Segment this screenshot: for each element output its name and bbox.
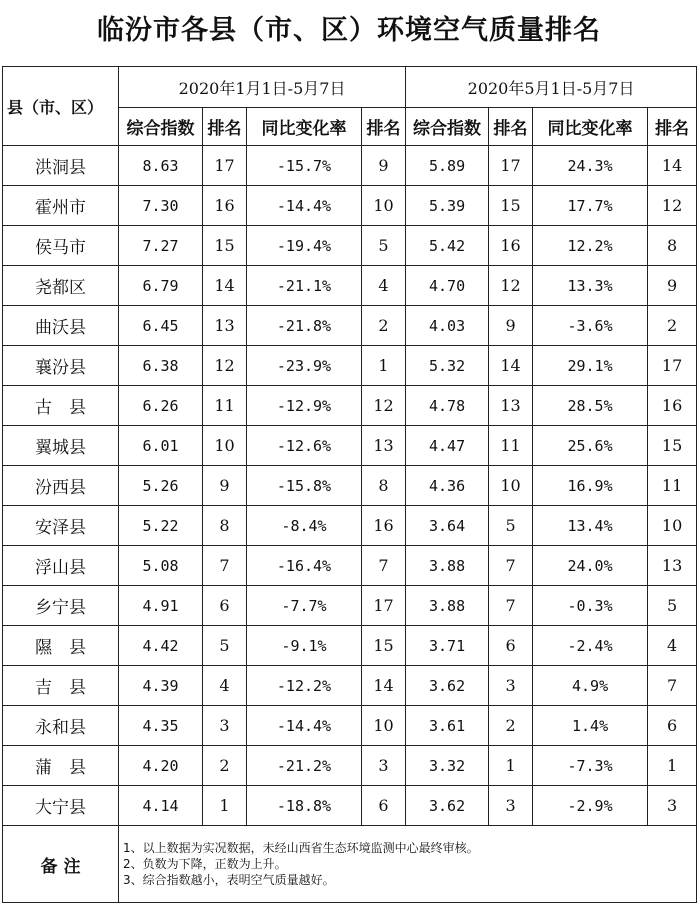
p2-index-cell: 3.64	[406, 506, 489, 546]
p2-index-cell: 5.42	[406, 226, 489, 266]
p2-change-rank-cell: 6	[648, 706, 697, 746]
table-row	[3, 626, 697, 666]
p1-index-cell: 4.20	[119, 746, 203, 786]
p1-index-cell: 4.35	[119, 706, 203, 746]
table-row	[3, 186, 697, 226]
p2-index-cell: 4.47	[406, 426, 489, 466]
p1-rank-cell: 12	[203, 346, 247, 386]
table-row	[3, 346, 697, 386]
p2-index-cell: 3.88	[406, 586, 489, 626]
county-cell: 吉 县	[3, 666, 119, 706]
p2-index-cell: 3.61	[406, 706, 489, 746]
county-cell: 安泽县	[3, 506, 119, 546]
p2-change-cell: 13.3%	[533, 266, 648, 306]
p1-change-rank-cell: 9	[362, 146, 406, 186]
p1-change-cell: -19.4%	[247, 226, 362, 266]
table-row	[3, 706, 697, 746]
county-cell: 古 县	[3, 386, 119, 426]
table-row	[3, 426, 697, 466]
p2-change-cell: 28.5%	[533, 386, 648, 426]
period2-header: 2020年5月1日-5月7日	[406, 67, 697, 108]
county-cell: 永和县	[3, 706, 119, 746]
p1-rank-cell: 9	[203, 466, 247, 506]
county-cell: 浮山县	[3, 546, 119, 586]
p1-rank-cell: 16	[203, 186, 247, 226]
p1-index-cell: 6.79	[119, 266, 203, 306]
p1-change-rank-cell: 8	[362, 466, 406, 506]
p1-change-cell: -21.1%	[247, 266, 362, 306]
p1-change-rank-cell: 17	[362, 586, 406, 626]
p2-change-cell: 24.3%	[533, 146, 648, 186]
p1-change-rank-cell: 15	[362, 626, 406, 666]
p1-rank-header: 排名	[203, 108, 247, 146]
p2-change-rank-cell: 9	[648, 266, 697, 306]
p1-change-cell: -23.9%	[247, 346, 362, 386]
p1-rank-cell: 14	[203, 266, 247, 306]
p1-rank-cell: 6	[203, 586, 247, 626]
table-row	[3, 546, 697, 586]
county-cell: 曲沃县	[3, 306, 119, 346]
p1-rank-cell: 2	[203, 746, 247, 786]
p1-change-cell: -12.2%	[247, 666, 362, 706]
p1-index-cell: 4.91	[119, 586, 203, 626]
p2-change-rank-cell: 13	[648, 546, 697, 586]
p2-rank-cell: 10	[489, 466, 533, 506]
p1-index-cell: 5.26	[119, 466, 203, 506]
p1-change-rank-cell: 14	[362, 666, 406, 706]
p1-index-cell: 4.42	[119, 626, 203, 666]
p1-change-cell: -15.8%	[247, 466, 362, 506]
p1-rank-cell: 17	[203, 146, 247, 186]
note-line-2: 2、负数为下降，正数为上升。	[123, 857, 287, 871]
p1-change-rank-cell: 12	[362, 386, 406, 426]
p2-change-cell: 25.6%	[533, 426, 648, 466]
p1-change-cell: -18.8%	[247, 786, 362, 826]
p2-index-cell: 4.78	[406, 386, 489, 426]
note-line-3: 3、综合指数越小，表明空气质量越好。	[123, 873, 335, 887]
p2-rank-cell: 9	[489, 306, 533, 346]
p1-rank-cell: 3	[203, 706, 247, 746]
p2-change-cell: 1.4%	[533, 706, 648, 746]
p1-rank-cell: 11	[203, 386, 247, 426]
p1-change-cell: -12.6%	[247, 426, 362, 466]
p1-index-header: 综合指数	[119, 108, 203, 146]
p2-change-cell: 24.0%	[533, 546, 648, 586]
p1-change-cell: -14.4%	[247, 186, 362, 226]
p2-change-rank-cell: 8	[648, 226, 697, 266]
county-cell: 襄汾县	[3, 346, 119, 386]
p2-change-rank-cell: 12	[648, 186, 697, 226]
p2-rank-cell: 6	[489, 626, 533, 666]
table-row	[3, 146, 697, 186]
p1-change-rank-cell: 6	[362, 786, 406, 826]
page-title: 临汾市各县（市、区）环境空气质量排名	[97, 15, 601, 46]
p1-index-cell: 7.30	[119, 186, 203, 226]
p2-rank-cell: 16	[489, 226, 533, 266]
county-cell: 隰 县	[3, 626, 119, 666]
notes-row	[3, 826, 697, 903]
table-row	[3, 226, 697, 266]
table-row	[3, 386, 697, 426]
p2-rank-cell: 3	[489, 666, 533, 706]
p2-rank-cell: 11	[489, 426, 533, 466]
p1-index-cell: 6.38	[119, 346, 203, 386]
p2-change-rank-cell: 11	[648, 466, 697, 506]
p2-change-header: 同比变化率	[533, 108, 648, 146]
county-cell: 侯马市	[3, 226, 119, 266]
notes-body	[119, 826, 697, 903]
p2-index-cell: 3.62	[406, 786, 489, 826]
p2-change-cell: 12.2%	[533, 226, 648, 266]
p2-change-rank-cell: 16	[648, 386, 697, 426]
p2-change-rank-cell: 1	[648, 746, 697, 786]
p1-change-rank-cell: 5	[362, 226, 406, 266]
p2-change-cell: -0.3%	[533, 586, 648, 626]
p2-change-cell: 4.9%	[533, 666, 648, 706]
p1-change-rank-cell: 10	[362, 186, 406, 226]
county-cell: 洪洞县	[3, 146, 119, 186]
p1-index-cell: 4.14	[119, 786, 203, 826]
p1-change-cell: -14.4%	[247, 706, 362, 746]
p2-change-rank-cell: 15	[648, 426, 697, 466]
p2-change-rank-cell: 3	[648, 786, 697, 826]
p2-change-rank-cell: 10	[648, 506, 697, 546]
p2-index-cell: 3.62	[406, 666, 489, 706]
p1-change-rank-cell: 3	[362, 746, 406, 786]
p1-index-cell: 6.26	[119, 386, 203, 426]
p2-index-cell: 5.32	[406, 346, 489, 386]
p1-index-cell: 5.22	[119, 506, 203, 546]
p1-change-cell: -21.8%	[247, 306, 362, 346]
p2-index-cell: 3.88	[406, 546, 489, 586]
table-row	[3, 306, 697, 346]
p2-change-rank-cell: 17	[648, 346, 697, 386]
p1-change-rank-header: 排名	[362, 108, 406, 146]
p1-rank-cell: 1	[203, 786, 247, 826]
p2-change-rank-cell: 2	[648, 306, 697, 346]
p2-rank-header: 排名	[489, 108, 533, 146]
p2-change-rank-cell: 4	[648, 626, 697, 666]
p1-change-header: 同比变化率	[247, 108, 362, 146]
p1-change-cell: -8.4%	[247, 506, 362, 546]
p2-change-rank-cell: 5	[648, 586, 697, 626]
county-cell: 汾西县	[3, 466, 119, 506]
p1-change-rank-cell: 16	[362, 506, 406, 546]
p2-change-cell: -7.3%	[533, 746, 648, 786]
p2-rank-cell: 15	[489, 186, 533, 226]
table-row	[3, 266, 697, 306]
p1-rank-cell: 13	[203, 306, 247, 346]
table-row	[3, 506, 697, 546]
p2-change-cell: -2.9%	[533, 786, 648, 826]
p1-change-cell: -12.9%	[247, 386, 362, 426]
p2-rank-cell: 12	[489, 266, 533, 306]
p2-change-cell: -2.4%	[533, 626, 648, 666]
p2-index-cell: 3.32	[406, 746, 489, 786]
p2-change-cell: 29.1%	[533, 346, 648, 386]
p1-rank-cell: 15	[203, 226, 247, 266]
p1-change-cell: -9.1%	[247, 626, 362, 666]
county-cell: 蒲 县	[3, 746, 119, 786]
p2-index-cell: 3.71	[406, 626, 489, 666]
p1-index-cell: 8.63	[119, 146, 203, 186]
p1-change-cell: -15.7%	[247, 146, 362, 186]
p2-rank-cell: 7	[489, 586, 533, 626]
p1-rank-cell: 10	[203, 426, 247, 466]
p1-change-rank-cell: 10	[362, 706, 406, 746]
p1-change-cell: -7.7%	[247, 586, 362, 626]
table-row	[3, 746, 697, 786]
county-cell: 翼城县	[3, 426, 119, 466]
county-column-header: 县（市、区）	[3, 67, 119, 146]
p2-change-cell: 17.7%	[533, 186, 648, 226]
p2-rank-cell: 2	[489, 706, 533, 746]
p2-rank-cell: 3	[489, 786, 533, 826]
p1-rank-cell: 4	[203, 666, 247, 706]
p2-change-cell: 16.9%	[533, 466, 648, 506]
p2-rank-cell: 17	[489, 146, 533, 186]
note-line-1: 1、以上数据为实况数据，未经山西省生态环境监测中心最终审核。	[123, 841, 479, 855]
p2-change-cell: -3.6%	[533, 306, 648, 346]
p2-rank-cell: 14	[489, 346, 533, 386]
table-row	[3, 786, 697, 826]
p2-change-cell: 13.4%	[533, 506, 648, 546]
p2-rank-cell: 13	[489, 386, 533, 426]
p1-change-rank-cell: 13	[362, 426, 406, 466]
p1-change-cell: -16.4%	[247, 546, 362, 586]
p2-rank-cell: 5	[489, 506, 533, 546]
p1-index-cell: 5.08	[119, 546, 203, 586]
p2-index-cell: 4.36	[406, 466, 489, 506]
p1-change-rank-cell: 2	[362, 306, 406, 346]
notes-label: 备 注	[3, 826, 119, 903]
county-cell: 尧都区	[3, 266, 119, 306]
p1-change-rank-cell: 1	[362, 346, 406, 386]
p2-change-rank-cell: 14	[648, 146, 697, 186]
table-row	[3, 666, 697, 706]
p2-change-rank-header: 排名	[648, 108, 697, 146]
p1-index-cell: 6.01	[119, 426, 203, 466]
p2-index-cell: 4.70	[406, 266, 489, 306]
period1-header: 2020年1月1日-5月7日	[119, 67, 406, 108]
p1-change-cell: -21.2%	[247, 746, 362, 786]
p1-index-cell: 4.39	[119, 666, 203, 706]
p1-rank-cell: 5	[203, 626, 247, 666]
county-cell: 霍州市	[3, 186, 119, 226]
p2-index-cell: 5.39	[406, 186, 489, 226]
county-cell: 大宁县	[3, 786, 119, 826]
p1-change-rank-cell: 4	[362, 266, 406, 306]
p2-rank-cell: 7	[489, 546, 533, 586]
county-cell: 乡宁县	[3, 586, 119, 626]
table-row	[3, 466, 697, 506]
p2-change-rank-cell: 7	[648, 666, 697, 706]
p1-index-cell: 7.27	[119, 226, 203, 266]
ranking-table	[2, 66, 697, 903]
header-row-periods	[3, 67, 697, 108]
p2-index-header: 综合指数	[406, 108, 489, 146]
p2-index-cell: 4.03	[406, 306, 489, 346]
p1-change-rank-cell: 7	[362, 546, 406, 586]
table-row	[3, 586, 697, 626]
p2-index-cell: 5.89	[406, 146, 489, 186]
p1-rank-cell: 7	[203, 546, 247, 586]
p1-rank-cell: 8	[203, 506, 247, 546]
p2-rank-cell: 1	[489, 746, 533, 786]
p1-index-cell: 6.45	[119, 306, 203, 346]
